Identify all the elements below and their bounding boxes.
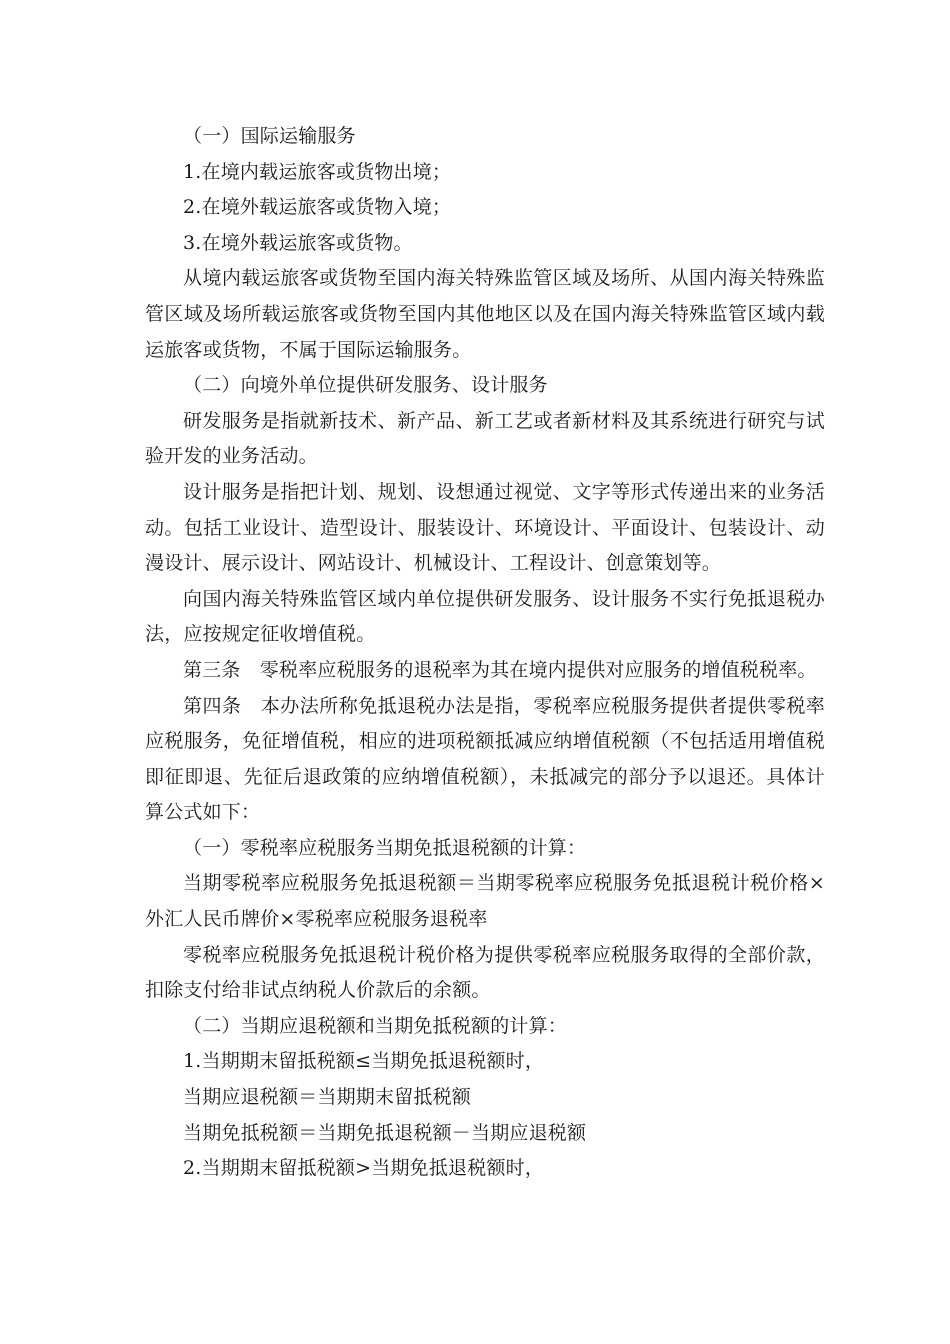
body-paragraph: 设计服务是指把计划、规划、设想通过视觉、文字等形式传递出来的业务活动。包括工业设计、造型设计、服装设计、环境设计、平面设计、包装设计、动漫设计、展示设计、网站设计、机械设计、工程设计、创意策划等。 xyxy=(145,480,825,575)
list-item: 2.当期期末留抵税额>当期免抵退税额时， xyxy=(183,1157,545,1180)
formula: 当期零税率应税服务免抵退税额＝当期零税率应税服务免抵退税计税价格×外汇人民币牌价×零税率应税服务退税率 xyxy=(145,872,825,931)
heading-refund-calculation: （一）零税率应税服务当期免抵退税额的计算： xyxy=(183,836,587,859)
body-paragraph: 零税率应税服务免抵退税计税价格为提供零税率应税服务取得的全部价款，扣除支付给非试点纳税人价款后的余额。 xyxy=(145,943,825,1002)
heading-rd-design-services: （二）向境外单位提供研发服务、设计服务 xyxy=(183,374,548,397)
article-four: 第四条 本办法所称免抵退税办法是指，零税率应税服务提供者提供零税率应税服务，免征增值税，相应的进项税额抵减应纳增值税额（不包括适用增值税即征即退、先征后退政策的应纳增值税额），未抵减完的部分予以退还。具体计算公式如下： xyxy=(145,694,825,824)
body-paragraph: 研发服务是指就新技术、新产品、新工艺或者新材料及其系统进行研究与试验开发的业务活动。 xyxy=(145,409,825,468)
list-item: 3.在境外载运旅客或货物。 xyxy=(183,231,413,254)
formula: 当期免抵税额＝当期免抵退税额－当期应退税额 xyxy=(183,1121,587,1144)
formula: 当期应退税额＝当期期末留抵税额 xyxy=(183,1086,472,1109)
list-item: 2.在境外载运旅客或货物入境； xyxy=(183,196,452,219)
article-three: 第三条 零税率应税服务的退税率为其在境内提供对应服务的增值税税率。 xyxy=(183,658,817,681)
heading-international-transport: （一）国际运输服务 xyxy=(183,125,356,147)
list-item: 1.当期期末留抵税额≤当期免抵退税额时， xyxy=(183,1050,545,1073)
heading-refund-offset-calculation: （二）当期应退税额和当期免抵税额的计算： xyxy=(183,1014,568,1037)
list-item: 1.在境内载运旅客或货物出境； xyxy=(183,160,452,183)
body-paragraph: 向国内海关特殊监管区域内单位提供研发服务、设计服务不实行免抵退税办法，应按规定征收增值税。 xyxy=(145,587,825,646)
document-body xyxy=(145,119,825,1187)
body-paragraph: 从境内载运旅客或货物至国内海关特殊监管区域及场所、从国内海关特殊监管区域及场所载运旅客或货物至国内其他地区以及在国内海关特殊监管区域内载运旅客或货物，不属于国际运输服务。 xyxy=(145,267,825,361)
